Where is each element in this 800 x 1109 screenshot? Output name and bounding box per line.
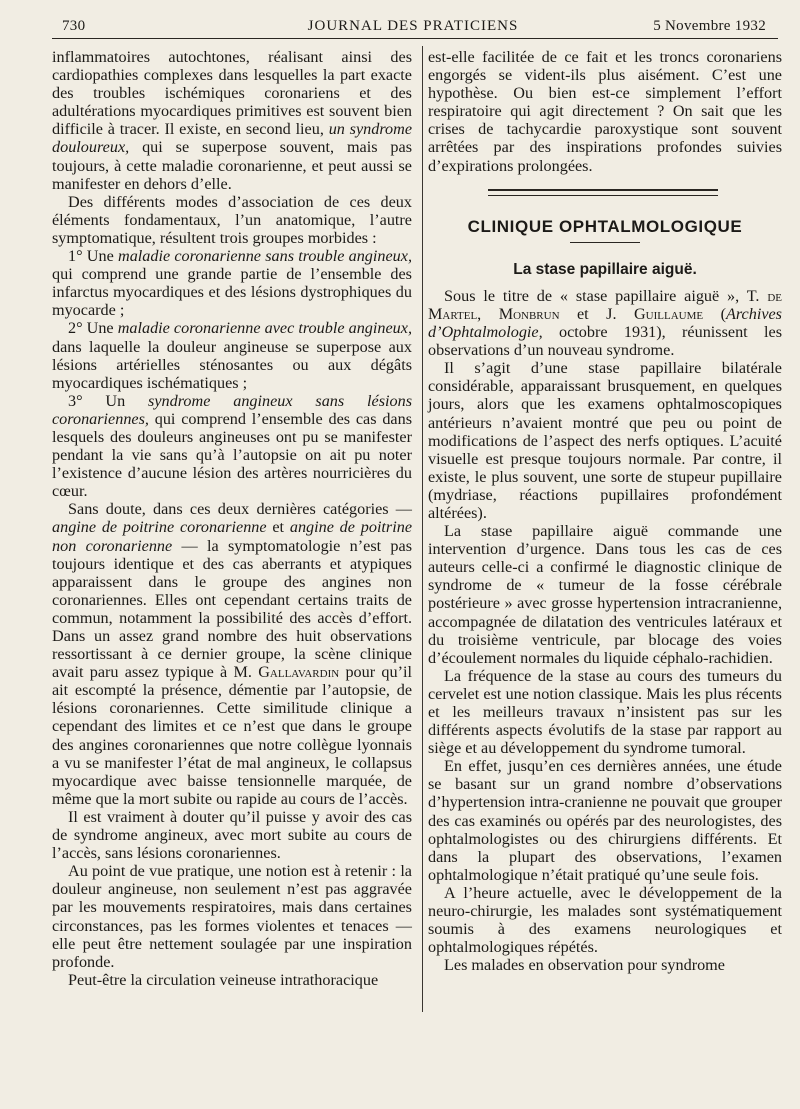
paragraph: Peut-être la circulation veineuse intrathoracique (68, 970, 379, 989)
list-item: 2° Une maladie coronarienne avec trouble angineux, dans laquelle la douleur angineuse se superpose aux lésions artérielles sténosantes ou aux dégâts myocardiques ischématiques ; (52, 319, 412, 392)
paragraph: Des différents modes d’association de ces deux éléments fondamentaux, l’un anatomique, l’autre symptomatique, résultent trois groupes morbides : (52, 192, 412, 247)
paragraph: Il s’agit d’une stase papillaire bilatérale considérable, apparaissant brusquement, en quelques jours, alors que les examens ophtalmoscopiques antérieurs n’avaient montré que peu ou point de modifications de l’aspect des nerfs optiques. L’acuité visuelle est presque toujours normale. Par contre, il existe, le plus souvent, une sorte de stupeur pupillaire (mydriase, réactions pupillaires profondément altérées). (428, 359, 782, 522)
paragraph: inflammatoires autochtones, réalisant ainsi des cardiopathies complexes dans lesquelles la part exacte des troubles ischémiques coronariens et des adultérations myocardiques primitives est souvent bien difficile à tracer. Il existe, en second lieu, un syndrome douloureux, qui se superpose souvent, mais pas toujours, à cette maladie coronarienne, et peut aussi se manifester en dehors d’elle. (52, 48, 413, 193)
paragraph: La stase papillaire aiguë commande une intervention d’urgence. Dans tous les cas de ces auteurs celle-ci a confirmé le diagnostic clinique de syndrome de « tumeur de la fosse cérébrale postérieure » avec grosse hypertension intracranienne, accompagnée de dilatation des ventricules latéraux et du troisième ventricule, par blocage des voies d’écoulement normales du liquide céphalo-rachidien. (428, 522, 782, 667)
title-rule (570, 242, 640, 243)
paragraph: Il est vraiment à douter qu’il puisse y avoir des cas de syndrome angineux, avec mort subite au cours de l’accès, sans lésions coronariennes. (52, 807, 412, 863)
left-column (52, 48, 412, 989)
section-title: CLINIQUE OPHTALMOLOGIQUE (467, 216, 743, 236)
right-column (428, 48, 782, 974)
issue-date: 5 Novembre 1932 (653, 18, 766, 34)
list-item: 3° Un syndrome angineux sans lésions coronariennes, qui comprend l’ensemble des cas dans lesquels des douleurs angineuses ont pu se manifester pendant la vie sans qu’à l’autopsie on ait pu noter l’existence d’aucune lésion des artères nourricières du cœur. (52, 391, 412, 501)
journal-title: JOURNAL DES PRATICIENS (307, 18, 519, 34)
list-item: 1° Une maladie coronarienne sans trouble angineux, qui comprend une grande partie de l’ensemble des infarctus myocardiques et des lésions dystrophiques du myocarde ; (52, 247, 412, 320)
paragraph: En effet, jusqu’en ces dernières années, une étude se basant sur un grand nombre d’observations d’hypertension intra-cranienne ne pouvait que grouper des cas examinés ou opérés par des neurologistes, des ophtalmologistes ou des chirurgiens différents. Et dans la plupart des observations, l’examen ophtalmologique n’était pratiqué qu’une seule fois. (428, 757, 782, 884)
paragraph: Au point de vue pratique, une notion est à retenir : la douleur angineuse, non seulement n’est pas aggravée par les mouvements respiratoires, mais dans certaines circonstances, pas les formes violentes et tenaces — elle peut être nettement soulagée par une inspiration profonde. (52, 862, 412, 971)
paragraph: est-elle facilitée de ce fait et les troncs coronariens engorgés se vident-ils plus aisément. C’est une hypothèse. Ou bien est-ce simplement l’effort respiratoire qui agit directement ? On sait que les crises de tachycardie paroxystique sont souvent arrêtées par des inspirations profondes suivies d’expirations prolongées. (428, 48, 782, 175)
paragraph: Sous le titre de « stase papillaire aiguë », T. de Martel, Monbrun et J. Guillaume (Archives d’Ophtalmologie, octobre 1931), réunissent les observations d’un nouveau syndrome. (428, 286, 782, 360)
section-separator (488, 189, 718, 196)
column-divider (422, 46, 423, 1012)
paragraph: Les malades en observation pour syndrome (444, 956, 725, 975)
header-rule (52, 38, 778, 39)
paragraph: La fréquence de la stase au cours des tumeurs du cervelet est une notion classique. Mais les plus récents et les meilleurs travaux n’insistent pas sur les différents aspects évolutifs de la stase par rapport au siège et au développement du syndrome tumoral. (428, 666, 782, 758)
article-title: La stase papillaire aiguë. (513, 260, 697, 278)
paragraph: A l’heure actuelle, avec le développement de la neuro-chirurgie, les malades sont systématiquement soumis à des examens neurologiques et ophtalmologiques répétés. (428, 883, 782, 957)
paragraph: Sans doute, dans ces deux dernières catégories — angine de poitrine coronarienne et angine de poitrine non coronarienne — la symptomatologie n’est pas toujours identique et des cas aberrants et atypiques apparaissent dans le groupe des angines non coronariennes. Elles ont cependant certains traits de commun, notamment la possibilité des accès d’effort. Dans un assez grand nombre des huit observations ressortissant à ce dernier groupe, la scène clinique avait paru assez typique à M. Gallavardin pour qu’il ait escompté la présence, démentie par l’autopsie, de lésions coronariennes. Cette similitude clinique a cependant des limites et ce n’est que dans le groupe des angines coronariennes que notre collègue lyonnais a vu se manifester l’état de mal angineux, le collapsus myocardique avec baisse tensionnelle marquée, de même que la mort subite ou rapide au cours de l’accès. (52, 500, 413, 808)
page-header (52, 14, 774, 38)
page-number: 730 (62, 18, 86, 34)
